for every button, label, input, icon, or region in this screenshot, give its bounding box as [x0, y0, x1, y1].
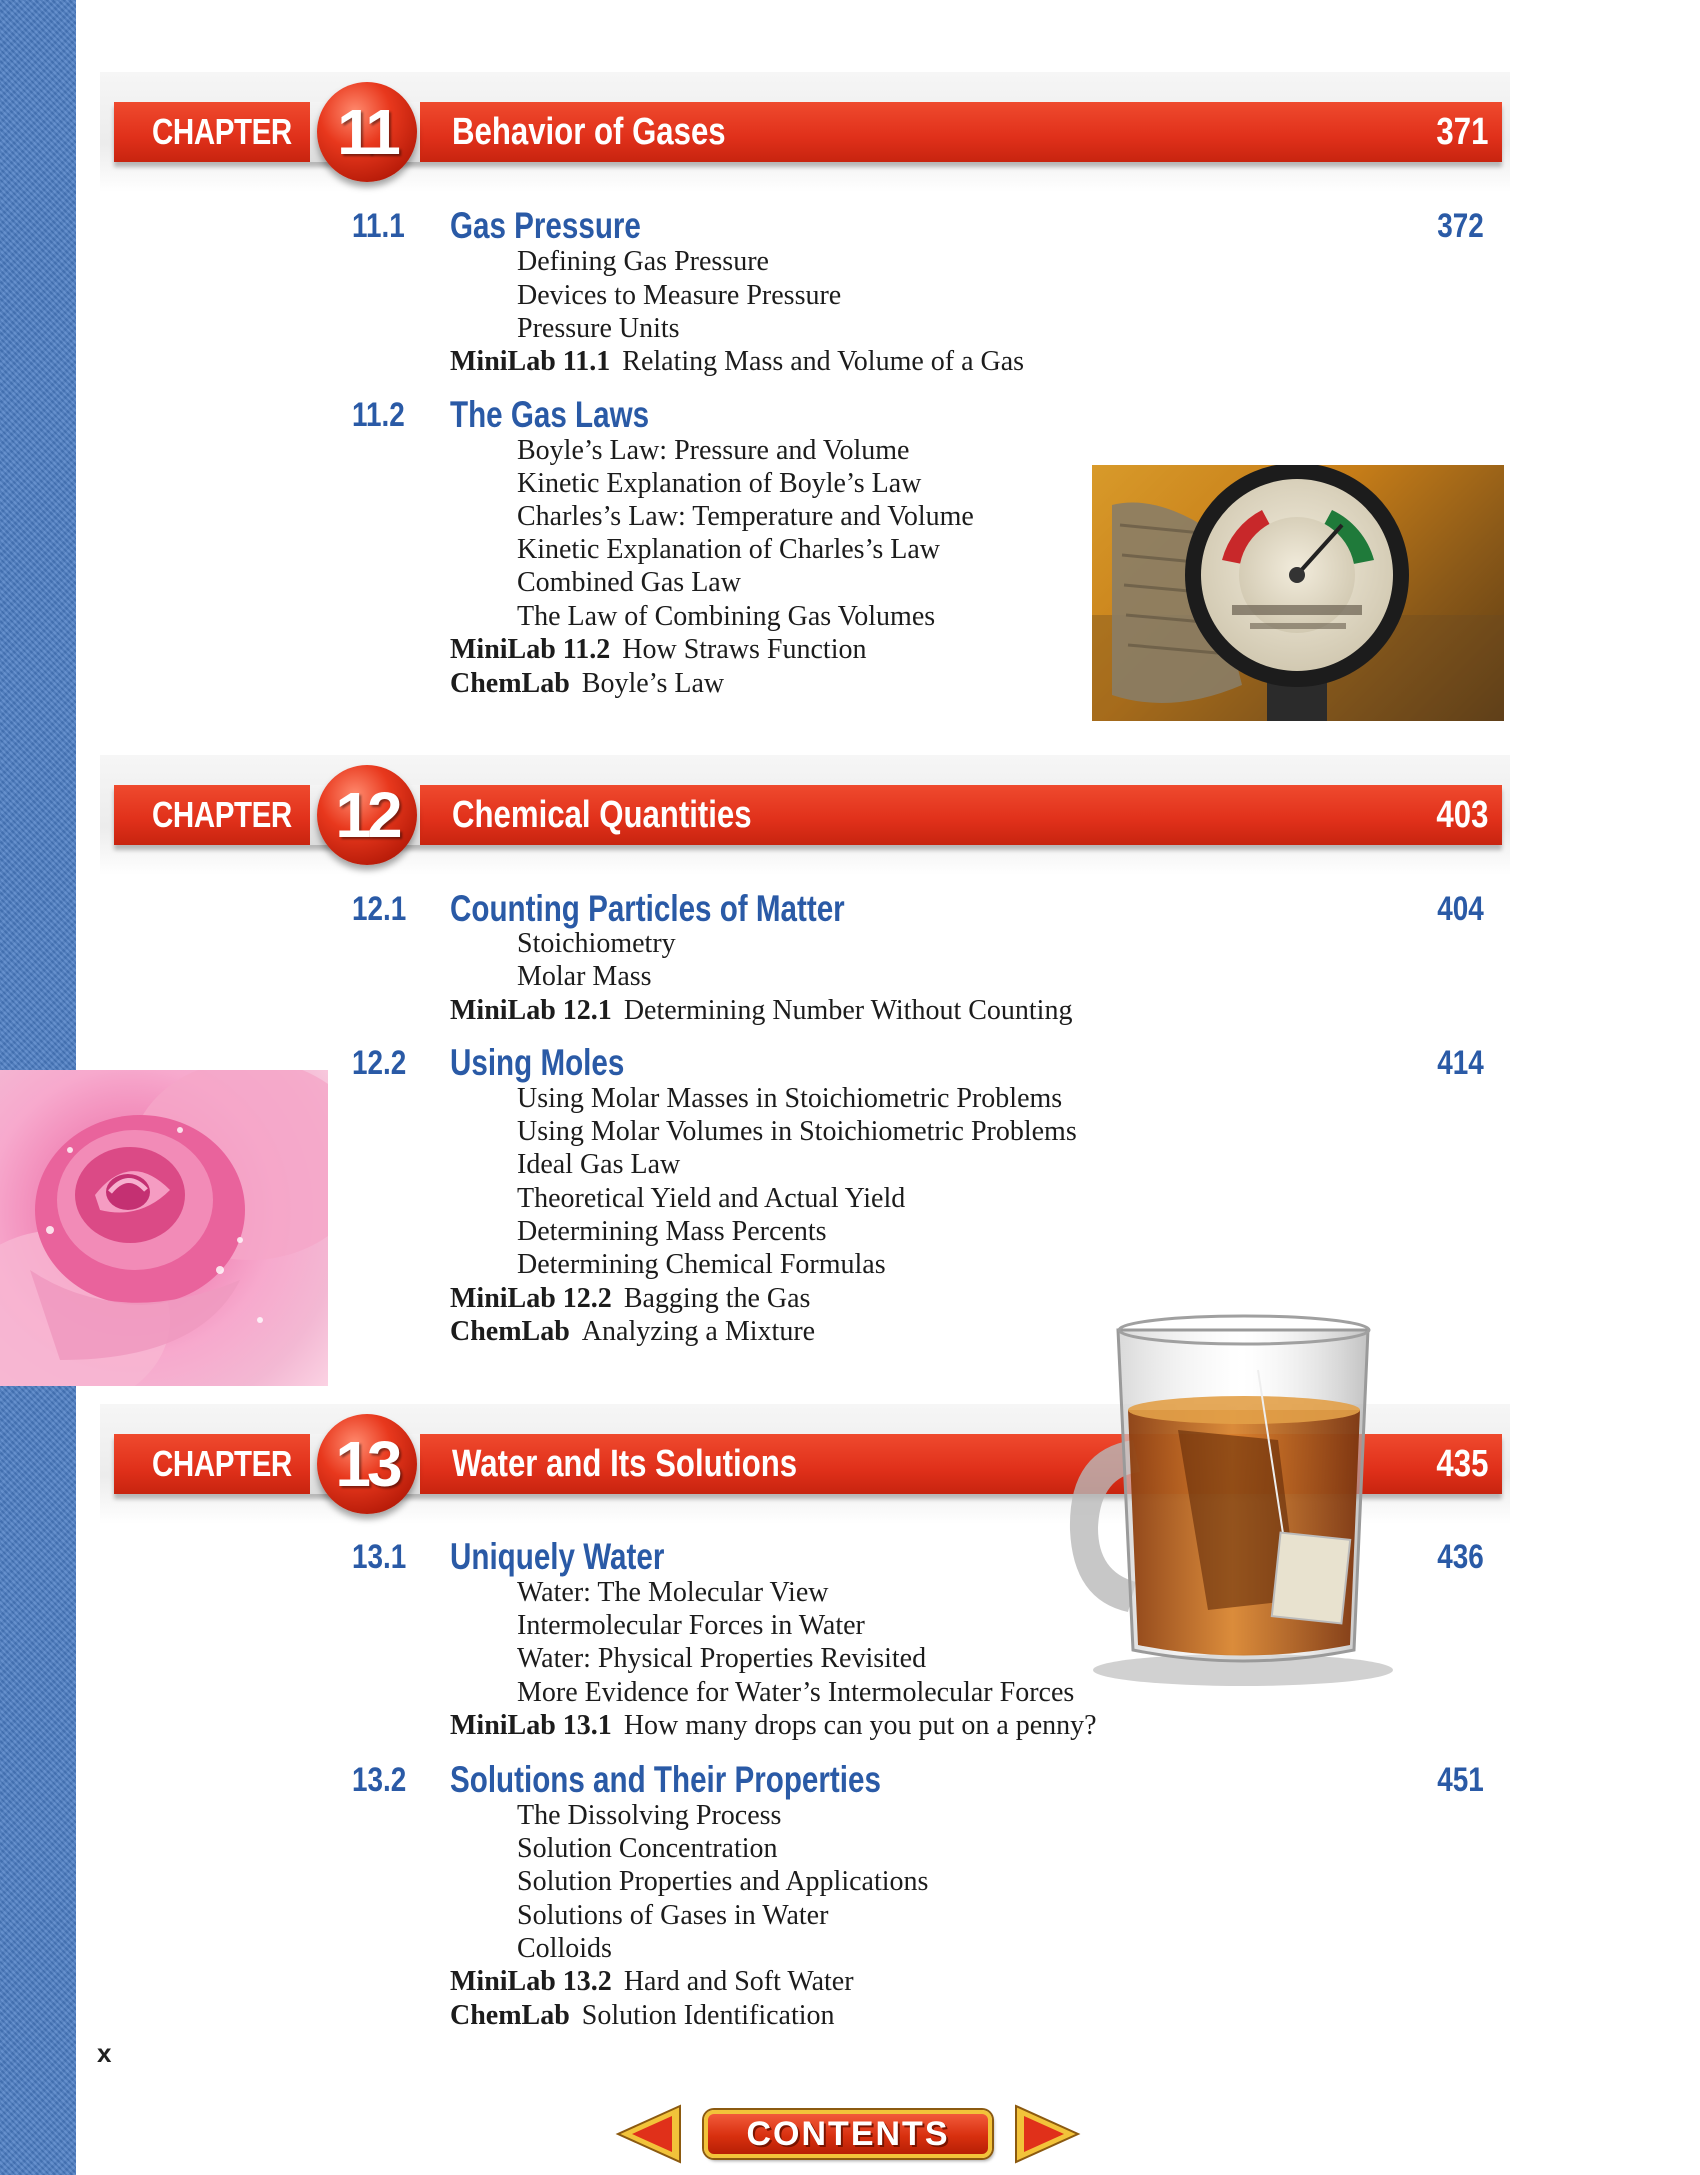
lab-name: MiniLab 11.1	[450, 346, 611, 377]
lab-title: Relating Mass and Volume of a Gas	[622, 346, 1025, 377]
topic-item: Using Molar Volumes in Stoichiometric Problems	[517, 1116, 1077, 1147]
lab-name: ChemLab	[450, 1316, 570, 1347]
section-title[interactable]: Uniquely Water	[450, 1536, 665, 1577]
section-number: 13.1	[352, 1538, 407, 1576]
section-title[interactable]: The Gas Laws	[450, 394, 650, 435]
lab-title: Determining Number Without Counting	[623, 995, 1073, 1026]
page-number-marker: x	[97, 2038, 112, 2068]
lab-item	[450, 633, 867, 667]
lab-title: How many drops can you put on a penny?	[623, 1710, 1097, 1741]
section-page-number[interactable]: 404	[1437, 890, 1484, 928]
lab-item	[450, 994, 1072, 1028]
lab-item	[450, 1709, 1097, 1743]
lab-item	[450, 1999, 835, 2033]
topic-item: The Dissolving Process	[517, 1800, 782, 1831]
lab-name: MiniLab 13.2	[450, 1966, 612, 1997]
section-title[interactable]: Solutions and Their Properties	[450, 1759, 881, 1800]
lab-title: Analyzing a Mixture	[581, 1316, 816, 1347]
lab-item	[450, 345, 1024, 379]
chapter-label: CHAPTER	[152, 1443, 292, 1484]
section-number: 12.1	[352, 890, 407, 928]
section-number: 13.2	[352, 1761, 407, 1799]
topic-item: Pressure Units	[517, 313, 680, 344]
topic-item: Boyle’s Law: Pressure and Volume	[517, 435, 910, 466]
chapter-label: CHAPTER	[152, 794, 292, 835]
rose-illustration	[0, 1070, 328, 1386]
lab-name: MiniLab 11.2	[450, 634, 611, 665]
lab-title: Bagging the Gas	[623, 1283, 811, 1314]
topic-item: Defining Gas Pressure	[517, 246, 769, 277]
section-number: 11.1	[352, 207, 405, 245]
topic-item: Theoretical Yield and Actual Yield	[517, 1183, 906, 1214]
next-page-button[interactable]	[1012, 2100, 1082, 2168]
pressure-gauge-illustration	[1092, 465, 1504, 721]
topic-item: Stoichiometry	[517, 928, 676, 959]
topic-item: Solutions of Gases in Water	[517, 1900, 829, 1931]
tea-mug-photo	[1058, 1300, 1410, 1692]
topic-item: Solution Properties and Applications	[517, 1866, 929, 1897]
topic-item: Water: Physical Properties Revisited	[517, 1643, 927, 1674]
topic-item: Water: The Molecular View	[517, 1577, 829, 1608]
chapter-title[interactable]: Behavior of Gases	[452, 111, 726, 153]
lab-item	[450, 1965, 854, 1999]
topic-item: Solution Concentration	[517, 1833, 778, 1864]
lab-name: MiniLab 13.1	[450, 1710, 612, 1741]
topic-item: Molar Mass	[517, 961, 652, 992]
contents-button[interactable]: CONTENTS	[704, 2110, 992, 2158]
chapter-number: 13	[335, 1428, 399, 1500]
lab-title: Solution Identification	[581, 2000, 835, 2031]
topic-item: Using Molar Masses in Stoichiometric Problems	[517, 1083, 1063, 1114]
chapter-number: 11	[337, 96, 397, 168]
topic-item: Devices to Measure Pressure	[517, 280, 842, 311]
topic-item: More Evidence for Water’s Intermolecular Forces	[517, 1677, 1075, 1708]
chapter-header-12[interactable]	[100, 755, 1510, 875]
chapter-title[interactable]: Chemical Quantities	[452, 794, 752, 836]
section-page-number[interactable]: 451	[1437, 1761, 1484, 1799]
chapter-page-number[interactable]: 371	[1436, 111, 1488, 153]
chapter-header-11[interactable]	[100, 72, 1510, 192]
topic-item: Combined Gas Law	[517, 567, 741, 598]
lab-name: MiniLab 12.2	[450, 1283, 612, 1314]
topic-item: The Law of Combining Gas Volumes	[517, 601, 936, 632]
lab-title: Boyle’s Law	[581, 668, 725, 699]
lab-item	[450, 667, 724, 701]
topic-item: Kinetic Explanation of Charles’s Law	[517, 534, 940, 565]
lab-title: How Straws Function	[622, 634, 867, 665]
left-arrow-icon	[614, 2100, 684, 2168]
chapter-number: 12	[335, 779, 399, 851]
section-title[interactable]: Using Moles	[450, 1042, 625, 1083]
topic-item: Determining Mass Percents	[517, 1216, 827, 1247]
topic-item: Ideal Gas Law	[517, 1149, 681, 1180]
topic-item: Kinetic Explanation of Boyle’s Law	[517, 468, 922, 499]
chapter-title[interactable]: Water and Its Solutions	[452, 1443, 798, 1485]
section-title[interactable]: Gas Pressure	[450, 205, 641, 246]
right-arrow-icon	[1012, 2100, 1082, 2168]
pressure-gauge-photo	[1092, 465, 1504, 721]
chapter-label: CHAPTER	[152, 111, 292, 152]
lab-name: ChemLab	[450, 668, 570, 699]
topic-item: Charles’s Law: Temperature and Volume	[517, 501, 974, 532]
lab-name: MiniLab 12.1	[450, 995, 612, 1026]
tea-mug-illustration	[1058, 1300, 1410, 1692]
topic-item: Colloids	[517, 1933, 612, 1964]
section-title[interactable]: Counting Particles of Matter	[450, 888, 845, 929]
section-number: 11.2	[352, 396, 405, 434]
previous-page-button[interactable]	[614, 2100, 684, 2168]
lab-title: Hard and Soft Water	[623, 1966, 854, 1997]
pink-rose-photo	[0, 1070, 328, 1386]
topic-item: Determining Chemical Formulas	[517, 1249, 886, 1280]
chapter-page-number[interactable]: 435	[1436, 1443, 1488, 1485]
topic-item: Intermolecular Forces in Water	[517, 1610, 865, 1641]
lab-item	[450, 1282, 810, 1316]
lab-name: ChemLab	[450, 2000, 570, 2031]
section-page-number[interactable]: 436	[1437, 1538, 1484, 1576]
section-number: 12.2	[352, 1044, 407, 1082]
section-page-number[interactable]: 414	[1437, 1044, 1484, 1082]
chapter-page-number[interactable]: 403	[1436, 794, 1488, 836]
contents-navigation	[614, 2100, 1084, 2168]
section-page-number[interactable]: 372	[1437, 207, 1484, 245]
lab-item	[450, 1315, 815, 1349]
